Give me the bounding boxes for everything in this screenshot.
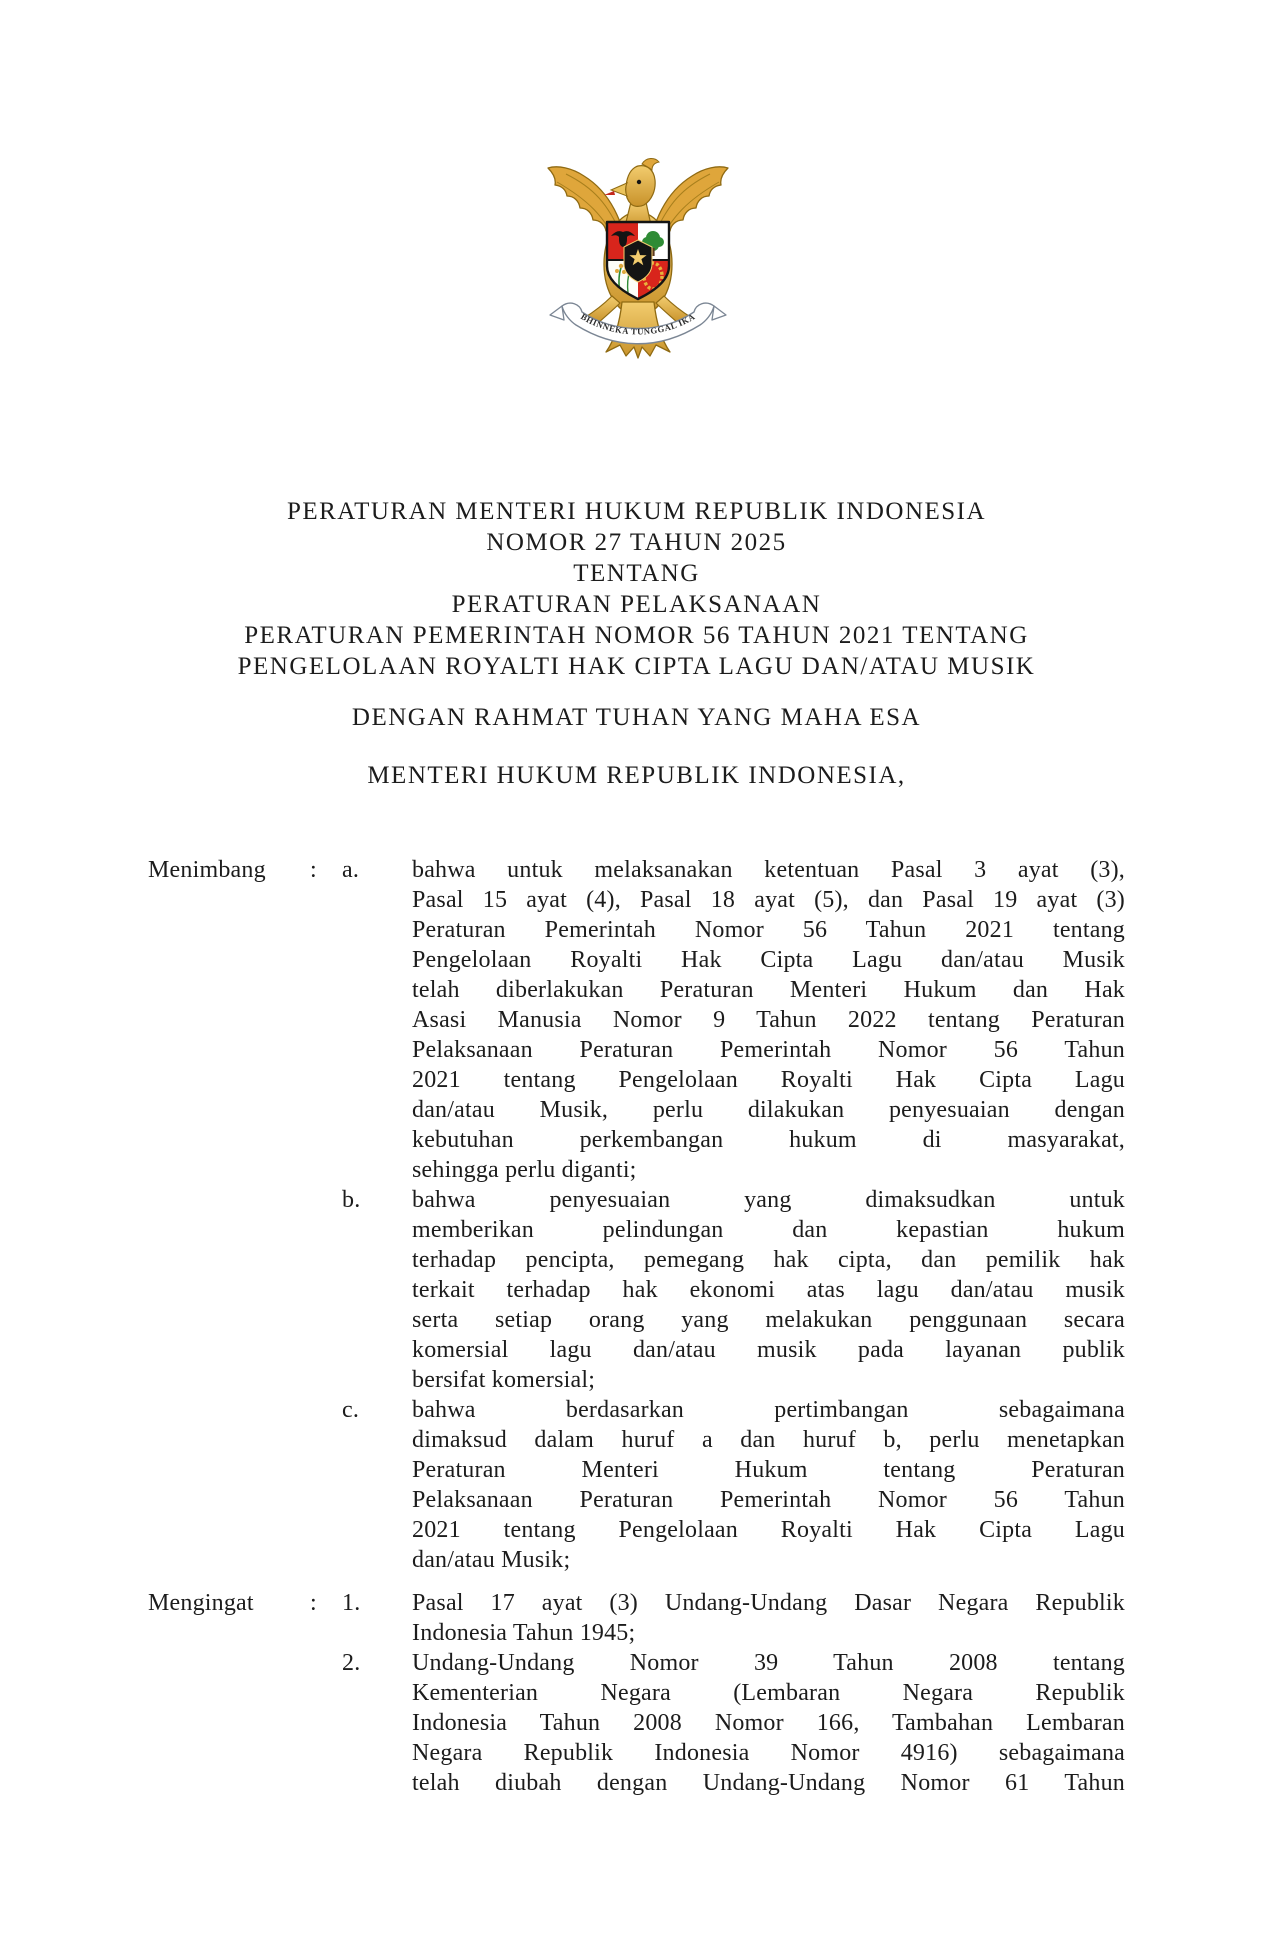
section-label-mengingat: Mengingat — [148, 1590, 254, 1616]
text-line: telah diberlakukan Peraturan Menteri Hukum dan Hak — [412, 977, 1125, 1003]
text-line: Indonesia Tahun 1945; — [412, 1620, 636, 1646]
text-line: Asasi Manusia Nomor 9 Tahun 2022 tentang Peraturan — [412, 1007, 1125, 1033]
title-line: TENTANG — [573, 560, 700, 587]
text-line: 2021 tentang Pengelolaan Royalti Hak Cipta Lagu — [412, 1517, 1125, 1543]
motto-text: BHINNEKA TUNGGAL IKA — [579, 311, 697, 337]
consideration-item-b — [342, 1185, 1125, 1395]
text-line: kebutuhan perkembangan hukum di masyarakat, — [412, 1127, 1125, 1153]
item-marker: 1. — [342, 1590, 361, 1616]
item-marker: c. — [342, 1397, 360, 1423]
text-line: dan/atau Musik, perlu dilakukan penyesuaian dengan — [412, 1097, 1125, 1123]
title-line: PERATURAN PELAKSANAAN — [451, 591, 822, 618]
text-line: Undang-Undang Nomor 39 Tahun 2008 tentang — [412, 1650, 1125, 1676]
garuda-emblem-svg — [542, 152, 734, 360]
text-line: sehingga perlu diganti; — [412, 1157, 637, 1183]
item-text — [412, 1185, 1125, 1395]
section-colon: : — [310, 857, 317, 883]
legal-basis-item-1 — [342, 1588, 1125, 1648]
item-text — [412, 855, 1125, 1185]
text-line: telah diubah dengan Undang-Undang Nomor 61 Tahun — [412, 1770, 1125, 1796]
consideration-item-a — [342, 855, 1125, 1185]
text-line: Peraturan Menteri Hukum tentang Peraturan — [412, 1457, 1125, 1483]
text-line: memberikan pelindungan dan kepastian hukum — [412, 1217, 1125, 1243]
title-line: NOMOR 27 TAHUN 2025 — [486, 529, 787, 556]
item-text — [412, 1395, 1125, 1575]
text-line: Pasal 15 ayat (4), Pasal 18 ayat (5), dan Pasal 19 ayat (3) — [412, 887, 1125, 913]
text-line: bersifat komersial; — [412, 1367, 596, 1393]
text-line: Peraturan Pemerintah Nomor 56 Tahun 2021 tentang — [412, 917, 1125, 943]
text-line: terkait terhadap hak ekonomi atas lagu dan/atau musik — [412, 1277, 1125, 1303]
text-line: Indonesia Tahun 2008 Nomor 166, Tambahan Lembaran — [412, 1710, 1125, 1736]
text-line: bahwa untuk melaksanakan ketentuan Pasal 3 ayat (3), — [412, 857, 1125, 883]
item-text — [412, 1648, 1125, 1798]
title-line: PERATURAN MENTERI HUKUM REPUBLIK INDONESIA — [286, 498, 987, 525]
text-line: bahwa berdasarkan pertimbangan sebagaimana — [412, 1397, 1125, 1423]
text-line: Pengelolaan Royalti Hak Cipta Lagu dan/atau Musik — [412, 947, 1125, 973]
garuda-pancasila-emblem — [542, 152, 734, 360]
official-line: MENTERI HUKUM REPUBLIK INDONESIA, — [367, 762, 906, 789]
section-colon: : — [310, 1590, 317, 1616]
text-line: dimaksud dalam huruf a dan huruf b, perlu menetapkan — [412, 1427, 1125, 1453]
title-line: PENGELOLAAN ROYALTI HAK CIPTA LAGU DAN/ATAU MUSIK — [237, 653, 1036, 680]
text-line: dan/atau Musik; — [412, 1547, 571, 1573]
item-text — [412, 1588, 1125, 1648]
menimbang-section — [148, 855, 1125, 1575]
garuda-tongue — [604, 191, 615, 195]
item-marker: a. — [342, 857, 360, 883]
title-line: PERATURAN PEMERINTAH NOMOR 56 TAHUN 2021 TENTANG — [244, 622, 1029, 649]
invocation-line: DENGAN RAHMAT TUHAN YANG MAHA ESA — [351, 704, 922, 731]
text-line: 2021 tentang Pengelolaan Royalti Hak Cipta Lagu — [412, 1067, 1125, 1093]
text-line: Pasal 17 ayat (3) Undang-Undang Dasar Negara Republik — [412, 1590, 1125, 1616]
text-line: Kementerian Negara (Lembaran Negara Republik — [412, 1680, 1125, 1706]
text-line: terhadap pencipta, pemegang hak cipta, dan pemilik hak — [412, 1247, 1125, 1273]
mengingat-items — [342, 1588, 1125, 1798]
text-line: Pelaksanaan Peraturan Pemerintah Nomor 56 Tahun — [412, 1037, 1125, 1063]
item-marker: b. — [342, 1187, 361, 1213]
menimbang-items — [342, 855, 1125, 1575]
text-line: komersial lagu dan/atau musik pada layanan publik — [412, 1337, 1125, 1363]
consideration-item-c — [342, 1395, 1125, 1575]
mengingat-section — [148, 1588, 1125, 1798]
text-line: Negara Republik Indonesia Nomor 4916) sebagaimana — [412, 1740, 1125, 1766]
text-line: Pelaksanaan Peraturan Pemerintah Nomor 56 Tahun — [412, 1487, 1125, 1513]
section-label-menimbang: Menimbang — [148, 857, 266, 883]
text-line: serta setiap orang yang melakukan penggunaan secara — [412, 1307, 1125, 1333]
legal-basis-item-2 — [342, 1648, 1125, 1798]
text-line: bahwa penyesuaian yang dimaksudkan untuk — [412, 1187, 1125, 1213]
item-marker: 2. — [342, 1650, 361, 1676]
document-title — [148, 496, 1125, 682]
garuda-eye — [637, 180, 641, 184]
